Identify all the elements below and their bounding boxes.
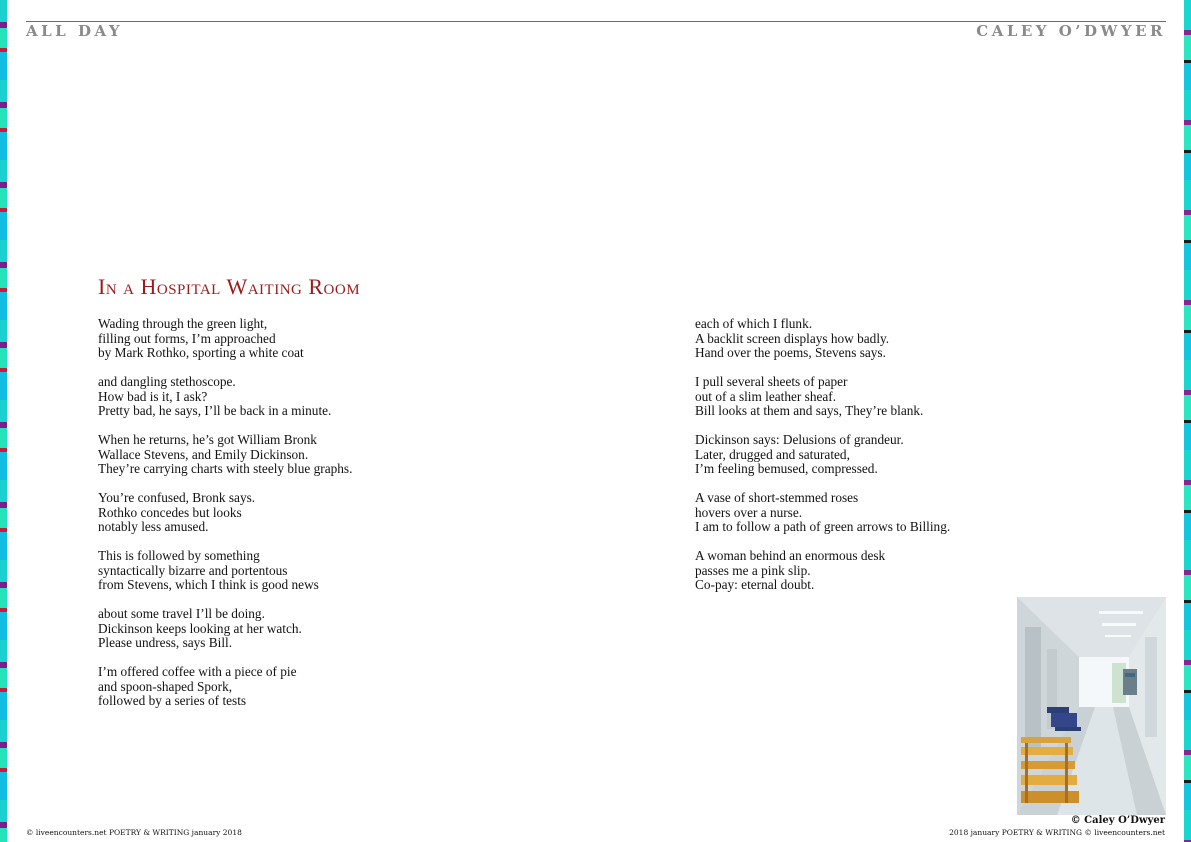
poem-line: You’re confused, Bronk says.: [98, 490, 256, 505]
poem-line: Co-pay: eternal doubt.: [695, 577, 815, 592]
poem-line: When he returns, he’s got William Bronk: [98, 432, 317, 447]
poem-line: A woman behind an enormous desk: [695, 548, 886, 563]
poem-line: This is followed by something: [98, 548, 260, 563]
poem-line: I am to follow a path of green arrows to Billing.: [695, 519, 951, 534]
stanza: [98, 665, 578, 709]
poem-line: A vase of short-stemmed roses: [695, 490, 859, 505]
poem-line: hovers over a nurse.: [695, 504, 803, 520]
poem-title: In a Hospital Waiting Room: [98, 274, 361, 299]
poem-line: Wallace Stevens, and Emily Dickinson.: [98, 446, 309, 462]
poem-line: Wading through the green light,: [98, 316, 268, 331]
decorative-right-edge: [1184, 0, 1191, 842]
poem-line: by Mark Rothko, sporting a white coat: [98, 345, 304, 360]
poem-line: Hand over the poems, Stevens says.: [695, 345, 886, 360]
poem-line: I’m feeling bemused, compressed.: [695, 461, 878, 476]
stanza: [98, 433, 578, 477]
poem-line: syntactically bizarre and portentous: [98, 562, 288, 578]
poem-line: Please undress, says Bill.: [98, 635, 233, 650]
stanza: [695, 491, 1115, 535]
stanza: [695, 317, 1115, 361]
stanza: [695, 433, 1115, 477]
poem-column-left: [98, 317, 578, 723]
poem-line: A backlit screen displays how badly.: [695, 330, 890, 346]
photo-credit: © Caley O’Dwyer: [1070, 815, 1165, 826]
poem-line: Later, drugged and saturated,: [695, 446, 850, 462]
author-name: CALEY O’DWYER: [976, 22, 1166, 40]
poem-line: Rothko concedes but looks: [98, 504, 242, 520]
stanza: [695, 549, 1115, 593]
stanza: [695, 375, 1115, 419]
stanza: [98, 375, 578, 419]
poem-line: notably less amused.: [98, 519, 209, 534]
poem-line: Dickinson keeps looking at her watch.: [98, 620, 302, 636]
poem-line: How bad is it, I ask?: [98, 388, 208, 404]
stanza: [98, 549, 578, 593]
stanza: [98, 607, 578, 651]
poem-line: and spoon-shaped Spork,: [98, 678, 233, 694]
poem-line: They’re carrying charts with steely blue graphs.: [98, 461, 353, 476]
poem-line: followed by a series of tests: [98, 693, 247, 708]
stanza: [98, 317, 578, 361]
decorative-left-edge: [0, 0, 7, 842]
poem-line: Pretty bad, he says, I’ll be back in a minute.: [98, 403, 332, 418]
section-title: ALL DAY: [26, 22, 124, 40]
footer-right: 2018 january POETRY & WRITING © liveencounters.net: [949, 828, 1165, 837]
stanza: [98, 491, 578, 535]
poem-line: passes me a pink slip.: [695, 562, 811, 578]
poem-line: Dickinson says: Delusions of grandeur.: [695, 432, 904, 447]
poem-line: filling out forms, I’m approached: [98, 330, 276, 346]
hospital-corridor-photo: [1017, 597, 1166, 815]
footer-left: © liveencounters.net POETRY & WRITING january 2018: [26, 828, 242, 837]
poem-line: I pull several sheets of paper: [695, 374, 848, 389]
poem-line: from Stevens, which I think is good news: [98, 577, 319, 592]
hospital-corridor-illustration: [1017, 597, 1166, 815]
poem-line: Bill looks at them and says, They’re blank.: [695, 403, 924, 418]
poem-line: I’m offered coffee with a piece of pie: [98, 664, 297, 679]
poem-line: out of a slim leather sheaf.: [695, 388, 837, 404]
poem-column-right: [695, 317, 1115, 607]
poem-line: about some travel I’ll be doing.: [98, 606, 265, 621]
poem-line: each of which I flunk.: [695, 316, 813, 331]
poem-line: and dangling stethoscope.: [98, 374, 236, 389]
